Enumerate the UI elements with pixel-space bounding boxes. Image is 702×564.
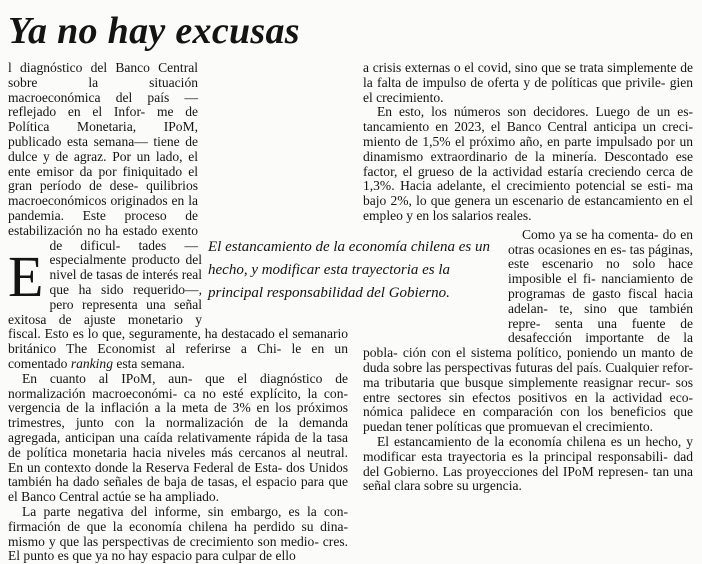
drop-cap: E xyxy=(8,244,44,309)
paragraph-5: En esto, los números son decidores. Luego de un es- tancamiento en 2023, el Banco Central anticipa un creci- miento de 1,5% el próximo año, en parte impulsado por un dinamismo extraordinario de la minería. Descontado ese factor, el grueso de la actividad estaría creciendo cerca de 1,3%. Hacia adelante, el crecimiento potencial se esti- ma bajo 2%, lo que genera un escenario de estancamiento en el empleo y en los salarios reales. xyxy=(363,104,694,223)
column-left xyxy=(8,61,348,564)
pull-quote-line: El estancamiento de la economía chilena es un xyxy=(208,239,491,255)
paragraph-2: En cuanto al IPoM, aun- que el diagnóstico de normalización macroeconómi- ca no esté explícito, la con- vergencia de la inflación a la meta de 3% en los próximos trimestres, junto con la normalización de la demanda agregada, anticipan una caída relativamente rápida de la tasa de política monetaria hacia niveles más cercanos al neutral. En un contexto donde la Reserva Federal de Esta- dos Unidos también ha dado señales de baja de tasas, el espacio para que el Banco Central actúe se ha ampliado. xyxy=(8,370,349,505)
paragraph-1: E l diagnóstico del Banco Central sobre la situación macroeconómica del país —reflejado en el Infor- me de Política Monetaria, IPoM, publicado esta semana— tiene de dulce y de agraz. Por un lado, el ente emisor da por finiquitado el gran período de dese- quilibrios macroeconómicos originados en la pandemia. Este proceso de estabilización no ha estado exento de dificul- tades —especialmente producto del nivel de tasas de interés real que ha sido requerido—, pero representa una señal exitosa de ajuste monetario y fiscal. Esto es lo que, seguramente, ha destacado el semanario británico The Economist al referirse a Chi- le en un comentado ranking esta semana. xyxy=(8,60,349,371)
paragraph-6: Como ya se ha comenta- do en otras ocasiones en es- tas páginas, este escenario no solo hace imposible el fi- nanciamiento de programas de gasto fiscal hacia adelan- te, sino que también repre- senta una fuente de desafección importante de la pobla- ción con el sistema político, poniendo un manto de duda sobre las perspectivas futuras del país. Cualquier refor- ma tributaria que busque simplemente reasignar recur- sos entre sectores sin efectos positivos en la actividad eco- nómica palidece en comparación con los beneficios que puedan tener políticas que promuevan el crecimiento. xyxy=(363,226,694,435)
pull-quote-line: principal responsabilidad del Gobierno. xyxy=(208,285,450,301)
paragraph-4: a crisis externas o el covid, sino que se trata simplemente de la falta de impulso de oferta y de políticas que privile- gien el crecimiento. xyxy=(363,60,694,105)
pull-quote xyxy=(208,236,500,305)
paragraph-7: El estancamiento de la economía chilena es un hecho, y modificar esta trayectoria es la principal responsabili- dad del Gobierno. Las proyecciones del IPoM represen- tan una señal clara sobre su urgencia. xyxy=(363,433,694,494)
headline: Ya no hay excusas xyxy=(8,10,300,52)
pull-quote-line: hecho, y modificar esta trayectoria es la xyxy=(208,262,451,278)
ranking-word: ranking xyxy=(70,355,113,371)
paragraph-3: La parte negativa del informe, sin embargo, es la con- firmación de que la economía chilena ha perdido su dina- mismo y que las perspectivas de crecimiento son medio- cres. El punto es que ya no hay espacio para culpar de ello xyxy=(8,503,348,564)
